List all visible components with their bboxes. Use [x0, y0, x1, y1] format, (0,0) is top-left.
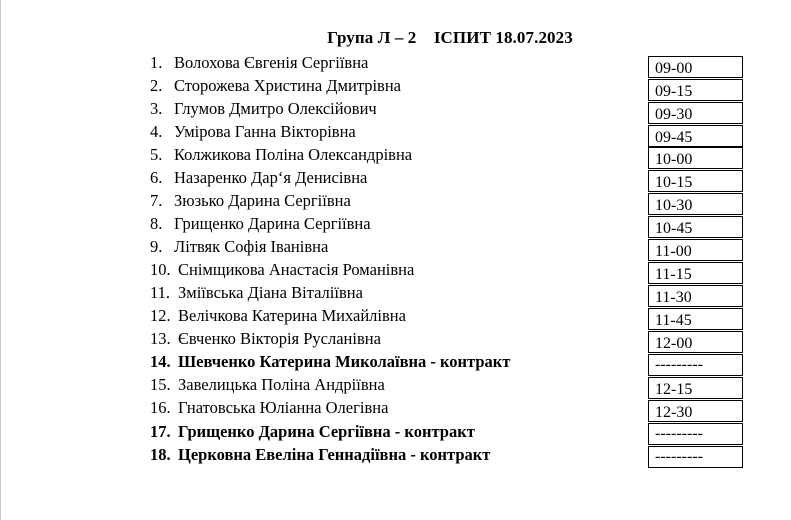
student-name: Церковна Евеліна Геннадіївна - контракт	[178, 445, 491, 464]
exam-title: ІСПИТ 18.07.2023	[433, 28, 573, 47]
student-number: 6.	[150, 168, 163, 187]
student-row	[150, 213, 371, 235]
student-name: Снімщикова Анастасія Романівна	[178, 260, 415, 279]
student-name: Глумов Дмитро Олексійович	[174, 99, 377, 118]
time-slot: 12-00	[648, 331, 743, 353]
student-name: Завелицька Поліна Андріївна	[178, 375, 385, 394]
student-row	[150, 190, 351, 212]
time-slot: 11-00	[648, 239, 743, 261]
student-row	[150, 305, 406, 327]
time-slot: 10-15	[648, 170, 743, 192]
student-row	[150, 98, 377, 120]
student-number: 11.	[150, 283, 171, 302]
student-name: Колжикова Поліна Олександрівна	[174, 145, 413, 164]
student-row	[150, 374, 385, 396]
student-row	[150, 351, 510, 373]
student-name: Велічкова Катерина Михайлівна	[178, 306, 406, 325]
student-number: 18.	[150, 445, 171, 464]
student-number: 3.	[150, 99, 163, 118]
student-name: Літвяк Софія Іванівна	[174, 237, 329, 256]
student-name: Шевченко Катерина Миколаївна - контракт	[178, 352, 511, 371]
time-slot: 11-15	[648, 262, 743, 284]
time-slot: 10-45	[648, 216, 743, 238]
page-edge	[0, 0, 1, 520]
student-number: 8.	[150, 214, 163, 233]
student-number: 1.	[150, 53, 163, 72]
student-row	[150, 236, 328, 258]
student-row	[150, 328, 381, 350]
student-number: 4.	[150, 122, 163, 141]
student-name: Волохова Євгенія Сергіївна	[174, 53, 369, 72]
group-title: Група Л – 2	[327, 28, 417, 47]
document-heading	[0, 28, 791, 48]
student-name: Грищенко Дарина Сергіївна - контракт	[178, 422, 475, 441]
time-slot: 10-30	[648, 193, 743, 215]
time-slot: 10-00	[648, 147, 743, 169]
student-number: 13.	[150, 329, 171, 348]
student-row	[150, 444, 490, 466]
time-slot: 09-00	[648, 56, 743, 78]
student-name: Назаренко Дар‘я Денисівна	[174, 168, 368, 187]
student-number: 7.	[150, 191, 163, 210]
time-slot: 12-15	[648, 377, 743, 399]
student-row	[150, 52, 368, 74]
student-row	[150, 75, 401, 97]
time-slot: 11-30	[648, 285, 743, 307]
student-row	[150, 167, 367, 189]
student-number: 5.	[150, 145, 163, 164]
time-slot: 09-15	[648, 79, 743, 101]
time-slot: ---------	[648, 446, 743, 468]
student-name: Євченко Вікторія Русланівна	[178, 329, 381, 348]
student-number: 9.	[150, 237, 163, 256]
student-number: 15.	[150, 375, 171, 394]
student-number: 17.	[150, 422, 171, 441]
time-slot: 12-30	[648, 400, 743, 422]
student-name: Зюзько Дарина Сергіївна	[174, 191, 351, 210]
student-row	[150, 144, 412, 166]
student-number: 12.	[150, 306, 171, 325]
time-slot: 09-45	[648, 125, 743, 147]
time-slot: ---------	[648, 423, 743, 445]
time-slot: 09-30	[648, 102, 743, 124]
student-row	[150, 282, 363, 304]
student-name: Умірова Ганна Вікторівна	[174, 122, 356, 141]
student-number: 10.	[150, 260, 171, 279]
student-name: Грищенко Дарина Сергіївна	[174, 214, 371, 233]
student-number: 14.	[150, 352, 171, 371]
student-row	[150, 259, 414, 281]
student-number: 16.	[150, 398, 171, 417]
time-slot: ---------	[648, 354, 743, 376]
time-slot: 11-45	[648, 308, 743, 330]
student-row	[150, 397, 388, 419]
student-name: Сторожева Христина Дмитрівна	[174, 76, 402, 95]
student-name: Гнатовська Юліанна Олегівна	[178, 398, 389, 417]
student-row	[150, 421, 475, 443]
student-name: Зміївська Діана Віталіївна	[178, 283, 363, 302]
student-number: 2.	[150, 76, 163, 95]
student-row	[150, 121, 356, 143]
